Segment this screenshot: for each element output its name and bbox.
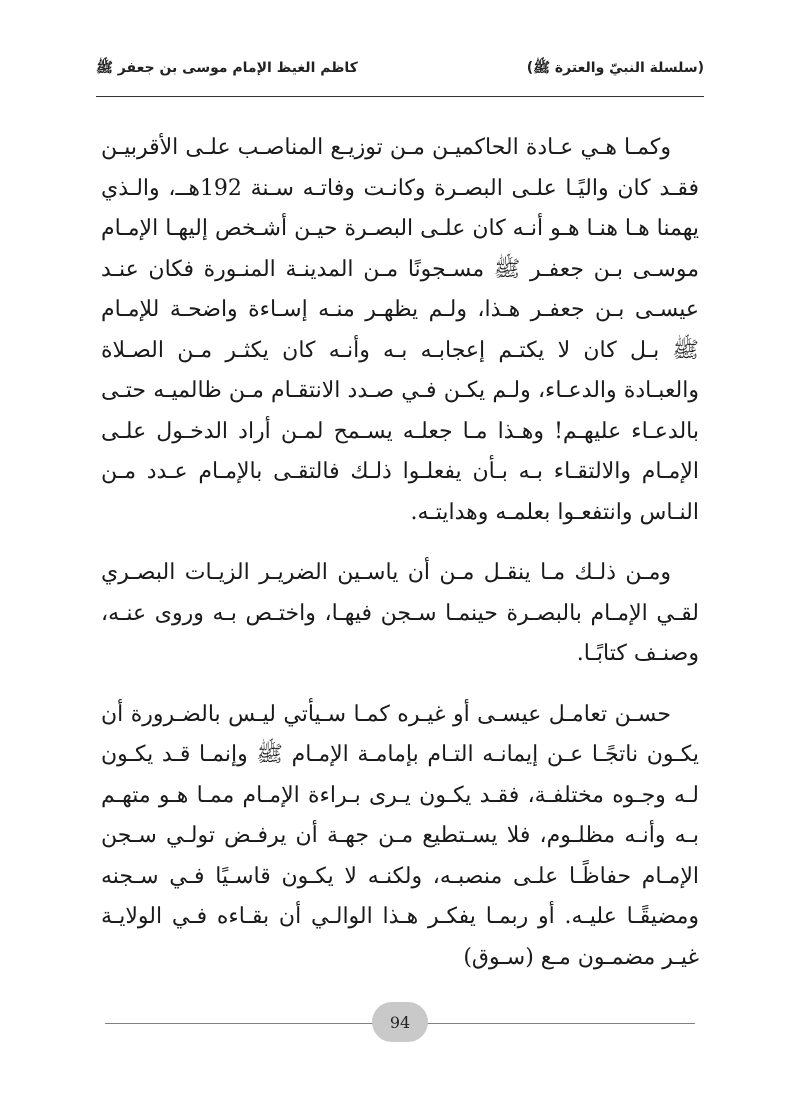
page-number: 94 (389, 1012, 411, 1032)
book-title: كاظم الغيظ الإمام موسى بن جعفر ﷺ (96, 60, 358, 76)
page-number-badge (372, 1002, 428, 1042)
page-footer (105, 1001, 695, 1045)
running-header (96, 52, 704, 86)
header-rule (96, 96, 704, 97)
paragraph-1: وكمـا هـي عـادة الحاكميـن مـن توزيـع المناصـب علـى الأقربيـن فقـد كان واليًـا علـى البصـرة وكانـت وفاتـه سـنة 192هــ، والـذي يهمنا هـا هنـا هـو أنـه كان علـى البصـرة حيـن أشـخص إليهـا الإمـام موسـى بـن جعفـر ﷺ مسـجونًا مـن المدينـة المنـورة فكان عنـد عيسـى بـن جعفـر هـذا، ولـم يظهـر منـه إسـاءة واضحـة للإمـام ﷺ بـل كان لا يكتـم إعجابـه بـه وأنـه كان يكثـر مـن الصـلاة والعبـادة والدعـاء، ولـم يكـن فـي صـدد الانتقـام مـن ظالميـه حتـى بالدعـاء عليهـم! وهـذا مـا جعلـه يسـمح لمـن أراد الدخـول علـى الإمـام والالتقـاء بـه بـأن يفعلـوا ذلـك فالتقـى بالإمـام عـدد مـن النـاس وانتفعـوا بعلمـه وهدايتـه. (101, 135, 700, 525)
page-body (101, 128, 699, 978)
series-title: (سلسلة النبيّ والعترة ﷺ) (526, 60, 704, 76)
paragraph-3: حسـن تعامـل عيسـى أو غيـره كمـا سـيأتي ليـس بالضـرورة أن يكـون ناتجًـا عـن إيمانـه التـام بإمامـة الإمـام ﷺ وإنمـا قـد يكـون لـه وجـوه مختلفـة، فقـد يكـون يـرى بـراءة الإمـام ممـا هـو متهـم بـه وأنـه مظلـوم، فلا يسـتطيع مـن جهـة أن يرفـض تولـي سـجن الإمـام حفاظًـا علـى منصبـه، ولكنـه لا يكـون قاسـيًا فـي سـجنه ومضيقًـا عليـه. أو ربمـا يفكـر هـذا الوالـي أن بقـاءه فـي الولايـة غيـر مضمـون مـع (سـوق) (101, 701, 699, 970)
paragraph-2: ومـن ذلـك مـا ينقـل مـن أن ياسـين الضريـر الزيـات البصـري لقـي الإمـام بالبصـرة حينمـا سـجن فيهـا، واختـص بـه وروى عنـه، وصنـف كتابًـا. (101, 560, 700, 666)
